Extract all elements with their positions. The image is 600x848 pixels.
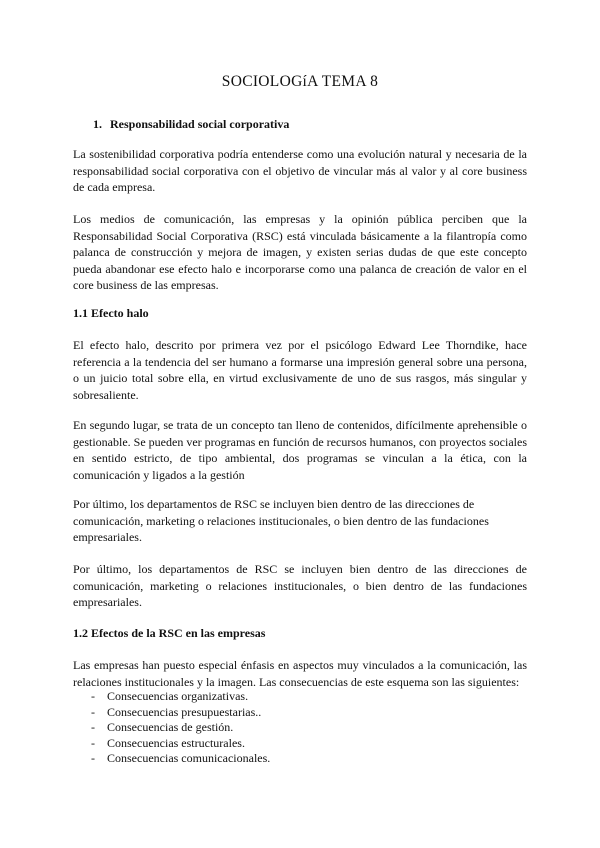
- paragraph: Por último, los departamentos de RSC se incluyen bien dentro de las direcciones de comunicación, marketing o relaciones institucionales, o bien dentro de las fundaciones empresariales.: [73, 497, 489, 545]
- section-1-number: 1.: [93, 117, 102, 131]
- list-item-text: Consecuencias organizativas.: [107, 689, 249, 703]
- list-item: [73, 689, 270, 705]
- paragraph: Las empresas han puesto especial énfasis en aspectos muy vinculados a la comunicación, las relaciones institucionales y la imagen. Las consecuencias de este esquema son las siguientes:: [73, 658, 527, 689]
- paragraph: Los medios de comunicación, las empresas y la opinión pública perciben que la Responsabilidad Social Corporativa (RSC) está vinculada básicamente a la filantropía como palanca de construcción y mejora de imagen, y existen serias dudas de que este concepto pueda abandonar ese efecto halo e incorporarse como una palanca de creación de valor en el core business de las empresas.: [73, 212, 527, 293]
- paragraph: En segundo lugar, se trata de un concepto tan lleno de contenidos, difícilmente aprehensible o gestionable. Se pueden ver programas en función de recursos humanos, con proyectos sociales en sentido estricto, de tipo ambiental, dos programas se vinculan a la ética, con la comunicación y ligados a la gestión: [73, 418, 527, 482]
- paragraph: Por último, los departamentos de RSC se incluyen bien dentro de las direcciones de comunicación, marketing o relaciones institucionales, o bien dentro de las fundaciones empresariales.: [73, 562, 527, 610]
- list-item: [73, 705, 270, 721]
- section-1-heading: [93, 117, 289, 132]
- paragraph: El efecto halo, descrito por primera vez por el psicólogo Edward Lee Thorndike, hace referencia a la tendencia del ser humano a formarse una impresión general sobre una persona, o un juicio total sobre ella, en virtud exclusivamente de uno de sus rasgos, más singular y sobresaliente.: [73, 338, 527, 402]
- bullet-marker: -: [91, 704, 95, 719]
- paragraph: La sostenibilidad corporativa podría entenderse como una evolución natural y necesaria de la responsabilidad social corporativa con el objetivo de vincular más al valor y al core business de cada empresa.: [73, 147, 527, 195]
- list-item-text: Consecuencias estructurales.: [107, 735, 245, 750]
- consequences-list: [73, 689, 270, 767]
- list-item-text: Consecuencias presupuestarias..: [107, 704, 262, 719]
- section-1-2-heading: 1.2 Efectos de la RSC en las empresas: [73, 626, 266, 640]
- section-1-title: Responsabilidad social corporativa: [110, 117, 290, 131]
- list-item: [73, 751, 270, 767]
- section-1-1-heading: 1.1 Efecto halo: [73, 306, 149, 320]
- list-item: [73, 736, 270, 752]
- list-item: [73, 720, 270, 736]
- list-item-text: Consecuencias de gestión.: [107, 720, 234, 735]
- bullet-marker: -: [91, 720, 95, 735]
- list-item-text: Consecuencias comunicacionales.: [107, 751, 271, 766]
- bullet-marker: -: [91, 735, 95, 750]
- bullet-marker: -: [91, 751, 95, 766]
- bullet-marker: -: [91, 689, 95, 703]
- document-title: SOCIOLOGíA TEMA 8: [221, 73, 379, 90]
